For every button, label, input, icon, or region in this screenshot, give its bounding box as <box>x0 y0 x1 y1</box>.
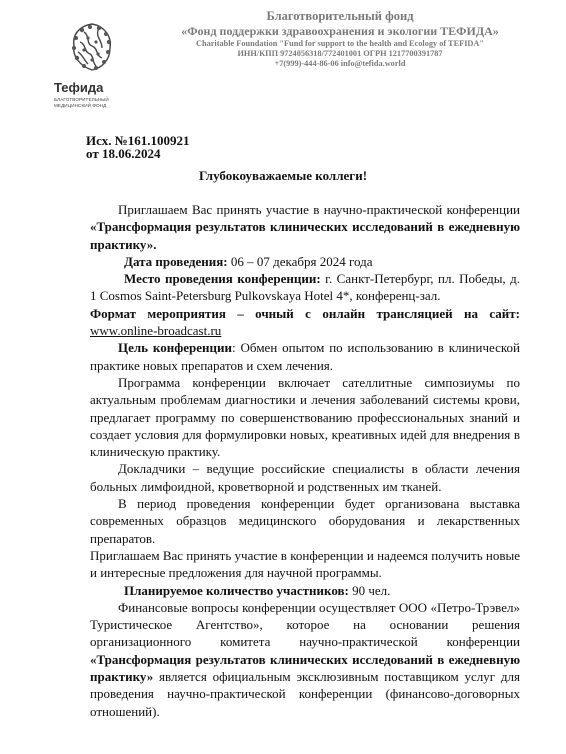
logo-subtitle: БЛАГОТВОРИТЕЛЬНЫЙ МЕДИЦИНСКИЙ ФОНД <box>54 97 109 108</box>
date-line <box>90 253 520 270</box>
exhibition-paragraph: В период проведения конференции будет организована выставка современных образцов медицинского оборудования и лекарственных препаратов. <box>90 496 520 546</box>
letterhead-contacts: +7(999)-444-86-06 info@tefida.world <box>274 59 406 68</box>
broadcast-link[interactable]: www.online-broadcast.ru <box>90 323 222 339</box>
conference-title: «Трансформация результатов клинических исследований в ежедневную практику». <box>90 219 520 252</box>
participants-value: 90 чел. <box>348 582 391 598</box>
letterhead-registration: ИНН/КПП 9724056318/772401001 ОГРН 1217700391787 <box>237 49 443 58</box>
reference-number: Исх. №161.100921 <box>86 133 190 148</box>
date-label: Дата проведения: <box>124 253 228 269</box>
place-line <box>90 270 520 305</box>
invite-again-paragraph: Приглашаем Вас принять участие в конференции и надеемся получить новые и интересные предложения для научной программы. <box>90 547 520 581</box>
place-value: г. Санкт-Петербург, пл. Победы, д. 1 Cosmos Saint-Petersburg Pulkovskaya Hotel 4*, конференц-зал. <box>90 271 520 304</box>
invitation-text: Приглашаем Вас принять участие в научно-практической конференции <box>118 202 520 217</box>
letterhead <box>130 8 550 69</box>
participants-label: Планируемое количество участников: <box>124 582 349 598</box>
finance-text-end: является официальным эксклюзивным поставщиком услуг для проведения научно-практической конференции (финансово-договорных отношений). <box>90 669 520 719</box>
letterhead-english-name: Charitable Foundation "Fund for support to the health and Ecology of TEFIDA" <box>195 39 485 48</box>
program-paragraph: Программа конференции включает сателлитные симпозиумы по актуальным проблемам диагностики и лечения заболеваний системы крови, предлагает программу по совершенствованию профессиональных знаний и создает условия для формулировки новых, креативных идей для внедрения в клиническую практику. <box>90 374 520 460</box>
letter-body <box>90 201 520 720</box>
participants-line <box>90 582 520 599</box>
greeting: Глубокоуважаемые коллеги! <box>198 168 368 183</box>
invitation-paragraph <box>90 201 520 253</box>
format-text: Формат мероприятия – очный с онлайн трансляцией на сайт: <box>90 305 520 321</box>
finance-paragraph <box>90 599 520 720</box>
goal-paragraph <box>90 339 520 374</box>
logo-name: Тефида <box>54 80 104 95</box>
outgoing-reference <box>86 134 190 160</box>
letterhead-foundation-name: «Фонд поддержки здравоохранения и экологии ТЕФИДА» <box>181 24 499 38</box>
tefida-logo <box>54 18 130 110</box>
format-line <box>90 305 520 340</box>
speakers-paragraph: Докладчики – ведущие российские специалисты в области лечения больных лимфоидной, кроветворной и родственных им тканей. <box>90 461 520 494</box>
place-label: Место проведения конференции: <box>124 271 321 287</box>
finance-text: Финансовые вопросы конференции осуществляет ООО «Петро-Трэвел» Туристическое Агентство», которое на основании решения организационного комитета научно-практической конференции <box>90 599 520 650</box>
goal-value: : Обмен опытом по использованию в клинической практике новых препаратов и схем лечения. <box>90 340 520 373</box>
letterhead-title: Благотворительный фонд <box>266 9 414 23</box>
finance-conference-title: «Трансформация результатов клинических исследований в ежедневную практику» <box>90 651 520 685</box>
reference-date: от 18.06.2024 <box>86 146 161 161</box>
date-value: 06 – 07 декабря 2024 года <box>227 253 373 269</box>
goal-label: Цель конференции <box>118 340 232 356</box>
tree-head-icon <box>62 18 122 78</box>
